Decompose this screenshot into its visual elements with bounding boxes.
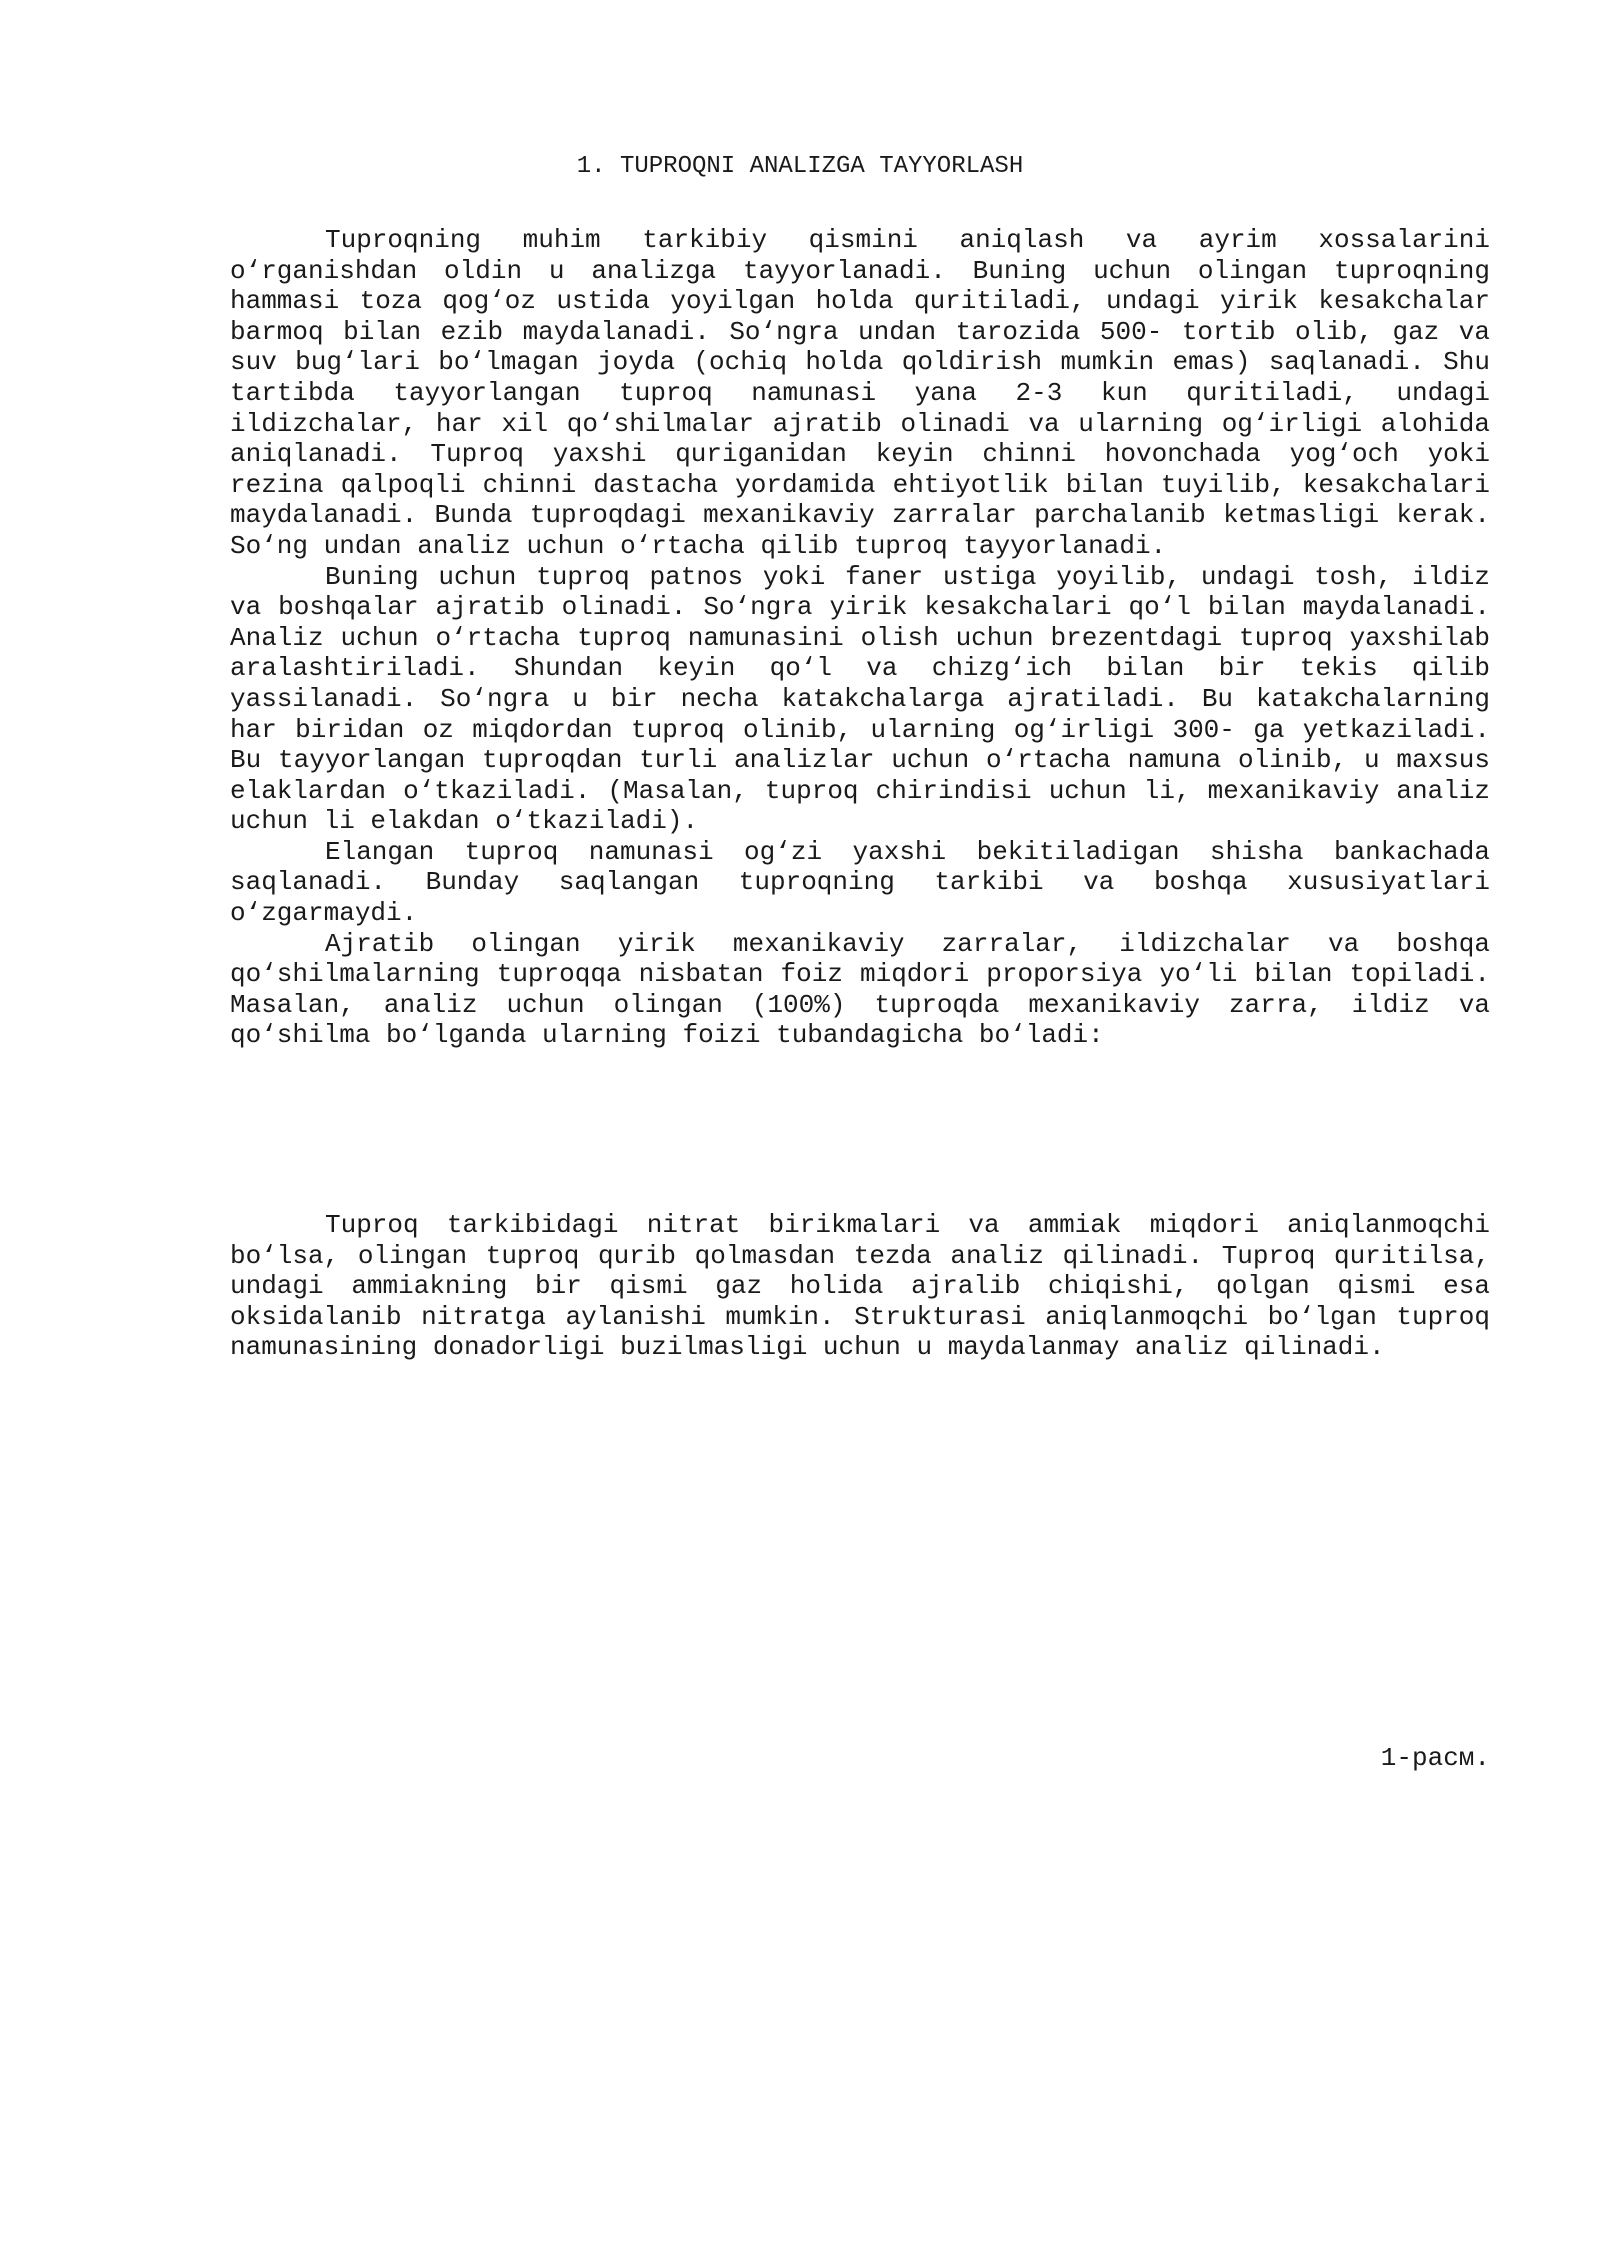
paragraph: Elangan tuproq namunasi og‘zi yaxshi bekitiladigan shisha bankachada saqlanadi. Bunday saqlangan tuproqning tarkibi va boshqa xususiyatlari o‘zgarmaydi. (230, 836, 1490, 929)
body-text-lower (230, 1210, 1490, 1363)
section-title: 1. TUPROQNI ANALIZGA TAYYORLASH (576, 153, 1024, 180)
paragraph: Buning uchun tuproq patnos yoki faner ustiga yoyilib, undagi tosh, ildiz va boshqalar ajratib olinadi. So‘ngra yirik kesakchalari qo‘l bilan maydalanadi. Analiz uchun o‘rtacha tuproq namunasini olish uchun brezentdagi tuproq yaxshilab aralashtiriladi. Shundan keyin qo‘l va chizg‘ich bilan bir tekis qilib yassilanadi. So‘ngra u bir necha katakchalarga ajratiladi. Bu katakchalarning har biridan oz miqdordan tuproq olinib, ularning og‘irligi 300- ga yetkaziladi. Bu tayyorlangan tuproqdan turli analizlar uchun o‘rtacha namuna olinib, u maxsus elaklardan o‘tkaziladi. (Masalan, tuproq chirindisi uchun li, mexanikaviy analiz uchun li elakdan o‘tkaziladi). (230, 561, 1490, 837)
paragraph: Tuproq tarkibidagi nitrat birikmalari va ammiak miqdori aniqlanmoqchi bo‘lsa, olingan tuproq qurib qolmasdan tezda analiz qilinadi. Tuproq quritilsa, undagi ammiakning bir qismi gaz holida ajralib chiqishi, qolgan qismi esa oksidalanib nitratga aylanishi mumkin. Strukturasi aniqlanmoqchi bo‘lgan tuproq namunasining donadorligi buzilmasligi uchun u maydalanmay analiz qilinadi. (230, 1210, 1490, 1363)
paragraph: Tuproqning muhim tarkibiy qismini aniqlash va ayrim xossalarini o‘rganishdan oldin u analizga tayyorlanadi. Buning uchun olingan tuproqning hammasi toza qog‘oz ustida yoyilgan holda quritiladi, undagi yirik kesakchalar barmoq bilan ezib maydalanadi. So‘ngra undan tarozida 500- tortib olib, gaz va suv bug‘lari bo‘lmagan joyda (ochiq holda qoldirish mumkin emas) saqlanadi. Shu tartibda tayyorlangan tuproq namunasi yana 2-3 kun quritiladi, undagi ildizchalar, har xil qo‘shilmalar ajratib olinadi va ularning og‘irligi alohida aniqlanadi. Tuproq yaxshi quriganidan keyin chinni hovonchada yog‘och yoki rezina qalpoqli chinni dastacha yordamida ehtiyotlik bilan tuyilib, kesakchalari maydalanadi. Bunda tuproqdagi mexanikaviy zarralar parchalanib ketmasligi kerak. So‘ng undan analiz uchun o‘rtacha qilib tuproq tayyorlanadi. (230, 225, 1490, 561)
figure-caption: 1-расм. (1380, 1743, 1490, 1773)
formula-area (230, 1100, 1490, 1190)
paragraph: Ajratib olingan yirik mexanikaviy zarralar, ildizchalar va boshqa qo‘shilmalarning tuproqqa nisbatan foiz miqdori proporsiya yo‘li bilan topiladi. Masalan, analiz uchun olingan (100%) tuproqda mexanikaviy zarra, ildiz va qo‘shilma bo‘lganda ularning foizi tubandagicha bo‘ladi: (230, 928, 1490, 1051)
body-text-upper (230, 225, 1490, 1051)
